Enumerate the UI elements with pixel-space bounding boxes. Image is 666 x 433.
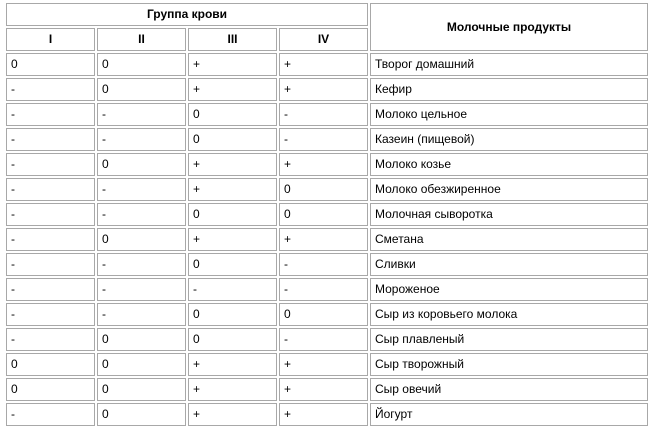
- product-name-cell: Сыр творожный: [370, 353, 648, 376]
- product-name-cell: Молочная сыворотка: [370, 203, 648, 226]
- group-i-cell: -: [6, 128, 95, 151]
- group-ii-cell: 0: [97, 53, 186, 76]
- table-row: [6, 353, 648, 376]
- group-i-cell: -: [6, 328, 95, 351]
- table-row: [6, 78, 648, 101]
- table-row: [6, 203, 648, 226]
- group-iii-cell: 0: [188, 203, 277, 226]
- group-iv-cell: 0: [279, 203, 368, 226]
- group-i-cell: -: [6, 103, 95, 126]
- blood-group-dairy-table: [4, 1, 650, 428]
- group-i-cell: -: [6, 203, 95, 226]
- blood-group-header: Группа крови: [6, 3, 368, 26]
- table-row: [6, 378, 648, 401]
- table-row: [6, 53, 648, 76]
- group-iii-cell: 0: [188, 103, 277, 126]
- group-i-cell: -: [6, 253, 95, 276]
- group-iii-cell: +: [188, 78, 277, 101]
- group-ii-cell: 0: [97, 228, 186, 251]
- group-iii-cell: 0: [188, 303, 277, 326]
- group-iii-cell: +: [188, 228, 277, 251]
- group-iv-cell: 0: [279, 178, 368, 201]
- product-name-cell: Молоко козье: [370, 153, 648, 176]
- group-ii-header: II: [97, 28, 186, 51]
- group-iv-cell: +: [279, 228, 368, 251]
- table-row: [6, 278, 648, 301]
- table-row: [6, 178, 648, 201]
- header-row-top: [6, 3, 648, 26]
- group-iii-cell: +: [188, 153, 277, 176]
- group-ii-cell: -: [97, 103, 186, 126]
- group-iv-cell: -: [279, 103, 368, 126]
- group-iv-cell: +: [279, 353, 368, 376]
- group-ii-cell: -: [97, 303, 186, 326]
- product-name-cell: Молоко цельное: [370, 103, 648, 126]
- group-iv-cell: +: [279, 53, 368, 76]
- group-ii-cell: 0: [97, 78, 186, 101]
- group-iii-header: III: [188, 28, 277, 51]
- product-name-cell: Молоко обезжиренное: [370, 178, 648, 201]
- table-row: [6, 328, 648, 351]
- group-i-cell: -: [6, 178, 95, 201]
- group-i-cell: -: [6, 228, 95, 251]
- table-row: [6, 153, 648, 176]
- group-iv-cell: +: [279, 78, 368, 101]
- group-i-cell: 0: [6, 53, 95, 76]
- group-iii-cell: +: [188, 403, 277, 426]
- group-iv-header: IV: [279, 28, 368, 51]
- group-iv-cell: -: [279, 328, 368, 351]
- group-iii-cell: +: [188, 178, 277, 201]
- group-i-cell: -: [6, 153, 95, 176]
- group-ii-cell: 0: [97, 378, 186, 401]
- group-ii-cell: 0: [97, 353, 186, 376]
- product-name-cell: Мороженое: [370, 278, 648, 301]
- product-name-cell: Сливки: [370, 253, 648, 276]
- product-name-cell: Сметана: [370, 228, 648, 251]
- table-row: [6, 403, 648, 426]
- group-ii-cell: -: [97, 253, 186, 276]
- table-row: [6, 253, 648, 276]
- product-name-cell: Кефир: [370, 78, 648, 101]
- product-name-cell: Йогурт: [370, 403, 648, 426]
- group-ii-cell: -: [97, 203, 186, 226]
- group-i-header: I: [6, 28, 95, 51]
- table-row: [6, 228, 648, 251]
- product-name-cell: Творог домашний: [370, 53, 648, 76]
- group-iii-cell: +: [188, 53, 277, 76]
- product-name-cell: Сыр овечий: [370, 378, 648, 401]
- product-name-cell: Казеин (пищевой): [370, 128, 648, 151]
- dairy-products-header: Молочные продукты: [370, 3, 648, 51]
- group-iv-cell: -: [279, 128, 368, 151]
- table-row: [6, 303, 648, 326]
- group-iii-cell: 0: [188, 128, 277, 151]
- group-iii-cell: 0: [188, 253, 277, 276]
- group-iv-cell: -: [279, 253, 368, 276]
- group-iii-cell: +: [188, 353, 277, 376]
- table-row: [6, 128, 648, 151]
- group-iv-cell: +: [279, 153, 368, 176]
- group-iv-cell: +: [279, 403, 368, 426]
- group-iii-cell: +: [188, 378, 277, 401]
- group-iii-cell: 0: [188, 328, 277, 351]
- group-i-cell: -: [6, 78, 95, 101]
- group-ii-cell: -: [97, 128, 186, 151]
- group-iii-cell: -: [188, 278, 277, 301]
- table-row: [6, 103, 648, 126]
- group-i-cell: 0: [6, 378, 95, 401]
- group-iv-cell: -: [279, 278, 368, 301]
- table-body: [6, 53, 648, 426]
- group-i-cell: 0: [6, 353, 95, 376]
- product-name-cell: Сыр плавленый: [370, 328, 648, 351]
- group-ii-cell: -: [97, 178, 186, 201]
- group-i-cell: -: [6, 303, 95, 326]
- group-ii-cell: 0: [97, 328, 186, 351]
- product-name-cell: Сыр из коровьего молока: [370, 303, 648, 326]
- group-ii-cell: -: [97, 278, 186, 301]
- group-i-cell: -: [6, 278, 95, 301]
- group-iv-cell: 0: [279, 303, 368, 326]
- group-iv-cell: +: [279, 378, 368, 401]
- group-ii-cell: 0: [97, 403, 186, 426]
- group-ii-cell: 0: [97, 153, 186, 176]
- group-i-cell: -: [6, 403, 95, 426]
